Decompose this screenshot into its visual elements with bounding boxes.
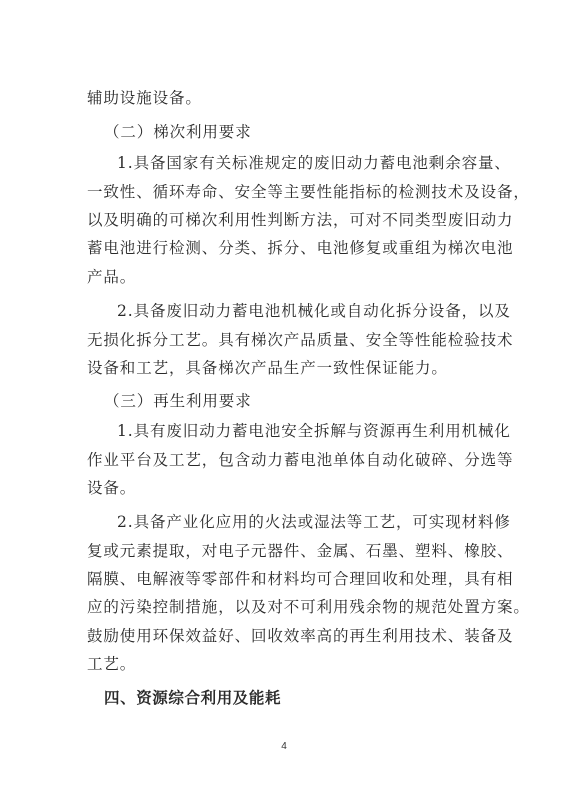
paragraph-line: 一致性、循环寿命、安全等主要性能指标的检测技术及设备，	[87, 183, 530, 201]
paragraph-line: 辅助设施设备。	[87, 89, 202, 107]
paragraph-line: 蓄电池进行检测、分类、拆分、电池修复或重组为梯次电池	[87, 239, 514, 257]
paragraph-line: 1.具有废旧动力蓄电池安全拆解与资源再生利用机械化	[117, 422, 511, 440]
section-subheading: （二）梯次利用要求	[104, 123, 252, 141]
section-heading: 四、资源综合利用及能耗	[104, 689, 282, 707]
paragraph-line: 产品。	[87, 268, 137, 286]
paragraph-line: 工艺。	[87, 655, 137, 673]
paragraph-line: 设备。	[87, 479, 137, 497]
paragraph-line: 以及明确的可梯次利用性判断方法，可对不同类型废旧动力	[87, 211, 514, 229]
paragraph-line: 应的污染控制措施，以及对不可利用残余物的规范处置方案。	[87, 598, 530, 616]
paragraph-line: 作业平台及工艺，包含动力蓄电池单体自动化破碎、分选等	[87, 451, 514, 469]
paragraph-line: 鼓励使用环保效益好、回收效率高的再生利用技术、装备及	[87, 627, 514, 645]
paragraph-line: 复或元素提取，对电子元器件、金属、石墨、塑料、橡胶、	[87, 542, 514, 560]
page-number: 4	[281, 741, 287, 752]
paragraph-line: 隔膜、电解液等零部件和材料均可合理回收和处理，具有相	[87, 570, 514, 588]
paragraph-line: 设备和工艺，具备梯次产品生产一致性保证能力。	[87, 359, 448, 377]
section-subheading: （三）再生利用要求	[104, 392, 252, 410]
paragraph-line: 2.具备产业化应用的火法或湿法等工艺，可实现材料修	[117, 513, 511, 531]
paragraph-line: 无损化拆分工艺。具有梯次产品质量、安全等性能检验技术	[87, 331, 514, 349]
paragraph-line: 2.具备废旧动力蓄电池机械化或自动化拆分设备，以及	[117, 302, 511, 320]
paragraph-line: 1.具备国家有关标准规定的废旧动力蓄电池剩余容量、	[117, 154, 511, 172]
